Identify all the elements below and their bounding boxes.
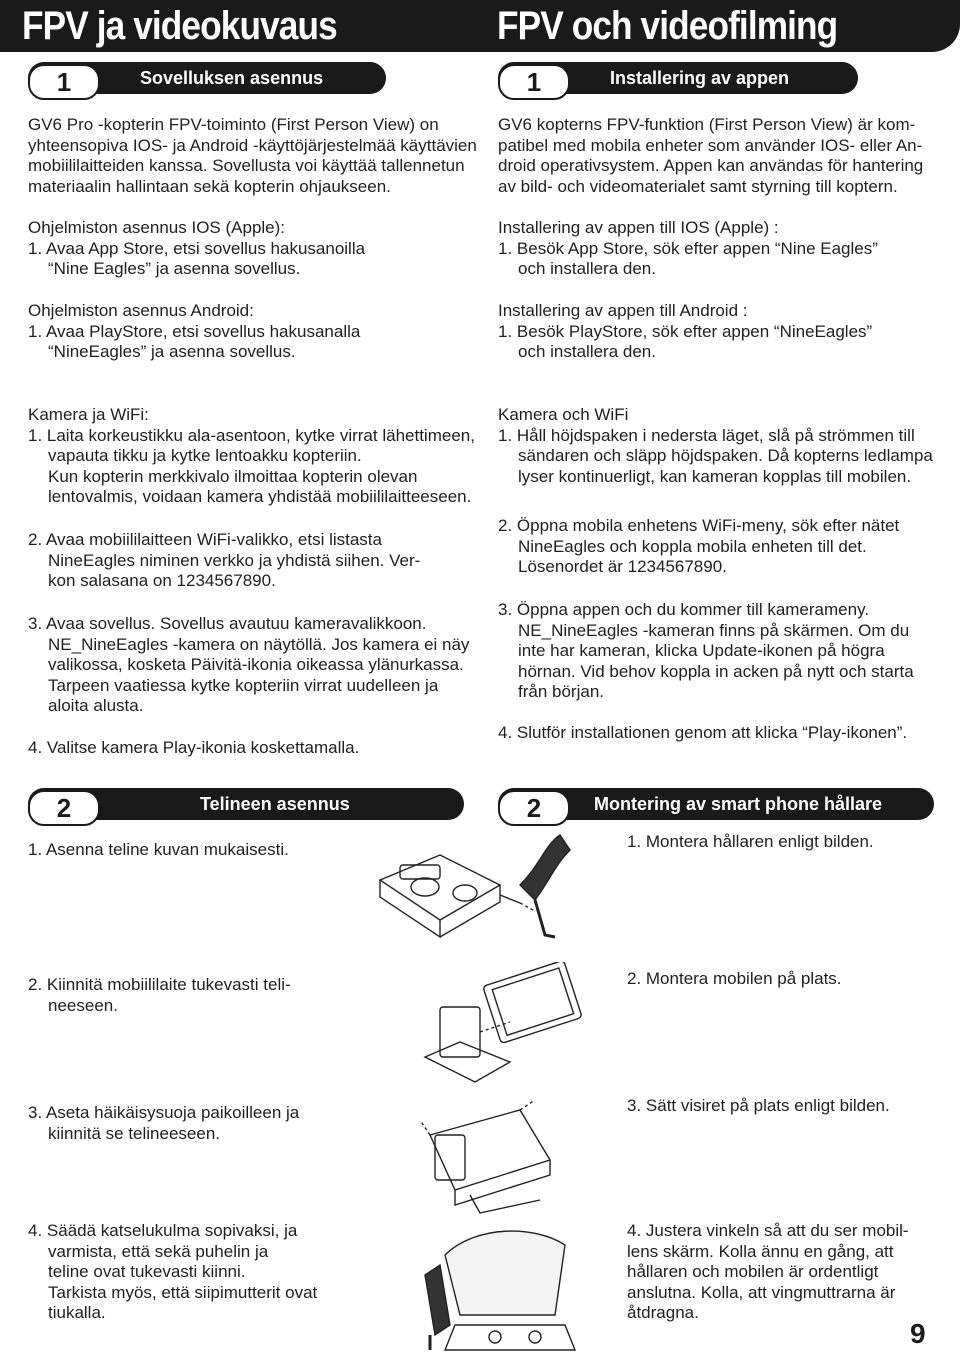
section1-title-sv: Installering av appen xyxy=(610,68,790,88)
section2-heading-fi xyxy=(28,788,464,824)
page-title-fi: FPV ja videokuvaus xyxy=(22,4,337,48)
section2-title-sv: Montering av smart phone hållare xyxy=(594,794,883,814)
section1-heading-sv xyxy=(498,62,858,98)
sv-mount-step2: 2. Montera mobilen på plats. xyxy=(627,969,842,988)
holder-mount-illustration xyxy=(370,825,610,955)
fi-mount-step3: 3. Aseta häikäisysuoja paikoilleen ja kiinnitä se telineeseen. xyxy=(28,1103,300,1143)
fi-mount-step1: 1. Asenna teline kuvan mukaisesti. xyxy=(28,840,289,859)
fi-step3: 3. Avaa sovellus. Sovellus avautuu kameravalikkoon. NE_NineEagles -kamera on näytöllä. Jos kamera ei näy valikossa, kosketa Päivitä-ikonia oikeassa ylänurkassa. Tarpeen vaatiessa kytke kopteriin virrat uudelleen ja aloita alusta. xyxy=(28,614,470,715)
section1-heading-fi xyxy=(28,62,386,98)
section2-number-sv: 2 xyxy=(498,790,570,826)
section2-heading-sv xyxy=(498,788,934,824)
page-title-sv: FPV och videofilming xyxy=(497,4,838,48)
sv-step2: 2. Öppna mobila enhetens WiFi-meny, sök efter nätet NineEagles och koppla mobila enheten till det. Lösenordet är 1234567890. xyxy=(498,516,900,576)
sv-mount-step1: 1. Montera hållaren enligt bilden. xyxy=(627,832,874,851)
fi-intro: GV6 Pro -kopterin FPV-toiminto (First Person View) on yhteensopiva IOS- ja Android -käyttöjärjestelmää käyttävien mobiililaitteiden kanssa. Sovellusta voi käyttää tallennetun materiaalin hallintaan sekä kopterin ohjaukseen. xyxy=(28,115,477,196)
section1-number-sv: 1 xyxy=(498,64,570,100)
sv-mount-step3: 3. Sätt visiret på plats enligt bilden. xyxy=(627,1096,890,1115)
fi-camera: Kamera ja WiFi: 1. Laita korkeustikku ala-asentoon, kytke virrat lähettimeen, vapauta tikku ja kytke lentoakku kopteriin. Kun kopterin merkkivalo ilmoittaa kopterin olevan lentovalmis, voidaan kamera yhdistää mobiililaitteeseen. xyxy=(28,405,475,506)
sunshade-illustration xyxy=(410,1095,610,1220)
section1-title-fi: Sovelluksen asennus xyxy=(140,68,324,88)
fi-step2: 2. Avaa mobiililaitteen WiFi-valikko, etsi listasta NineEagles niminen verkko ja yhdistä siihen. Ver- kon salasana on 1234567890. xyxy=(28,530,421,590)
fi-mount-step4: 4. Säädä katselukulma sopivaksi, ja varmista, että sekä puhelin ja teline ovat tukevasti kiinni. Tarkista myös, että siipimutterit ovat tiukalla. xyxy=(28,1221,318,1322)
phone-mount-illustration xyxy=(420,962,620,1092)
sv-intro: GV6 kopterns FPV-funktion (First Person View) är kom- patibel med mobila enheter som använder IOS- eller An- droid operativsystem. Appen kan användas för hantering av bild- och videomaterialet samt styrning till koptern. xyxy=(498,115,924,196)
sv-step3: 3. Öppna appen och du kommer till kamerameny. NE_NineEagles -kameran finns på skärmen. Om du inte har kameran, klicka Update-ikonen på högra hörnan. Vid behov koppla in acken på nytt och starta från början. xyxy=(498,600,914,701)
sv-ios: Installering av appen till IOS (Apple) : 1. Besök App Store, sök efter appen “Nine Eagles” och installera den. xyxy=(498,218,878,278)
fi-step4: 4. Valitse kamera Play-ikonia koskettamalla. xyxy=(28,738,360,757)
sv-android: Installering av appen till Android : 1. Besök PlayStore, sök efter appen “NineEagles” och installera den. xyxy=(498,301,873,361)
sv-step4: 4. Slutför installationen genom att klicka “Play-ikonen”. xyxy=(498,723,908,742)
section2-title-fi: Telineen asennus xyxy=(200,794,350,814)
fi-mount-step2: 2. Kiinnitä mobiililaite tukevasti teli- neeseen. xyxy=(28,975,291,1015)
section2-number-fi: 2 xyxy=(28,790,100,826)
page-number: 9 xyxy=(910,1318,926,1349)
fi-ios: Ohjelmiston asennus IOS (Apple): 1. Avaa App Store, etsi sovellus hakusanoilla “Nine Eagles” ja asenna sovellus. xyxy=(28,218,366,278)
angle-adjust-illustration xyxy=(405,1215,625,1355)
section1-number-fi: 1 xyxy=(28,64,100,100)
sv-mount-step4: 4. Justera vinkeln så att du ser mobil- lens skärm. Kolla ännu en gång, att hållaren och mobilen är ordentligt anslutna. Kolla, att vingmuttrarna är åtdragna. xyxy=(627,1221,909,1322)
sv-camera: Kamera och WiFi 1. Håll höjdspaken i nedersta läget, slå på strömmen till sändaren och släpp höjdspaken. Då kopterns ledlampa lyser kontinuerligt, kan kameran kopplas till mobilen. xyxy=(498,405,933,486)
fi-android: Ohjelmiston asennus Android: 1. Avaa PlayStore, etsi sovellus hakusanalla “NineEagles” ja asenna sovellus. xyxy=(28,301,361,361)
